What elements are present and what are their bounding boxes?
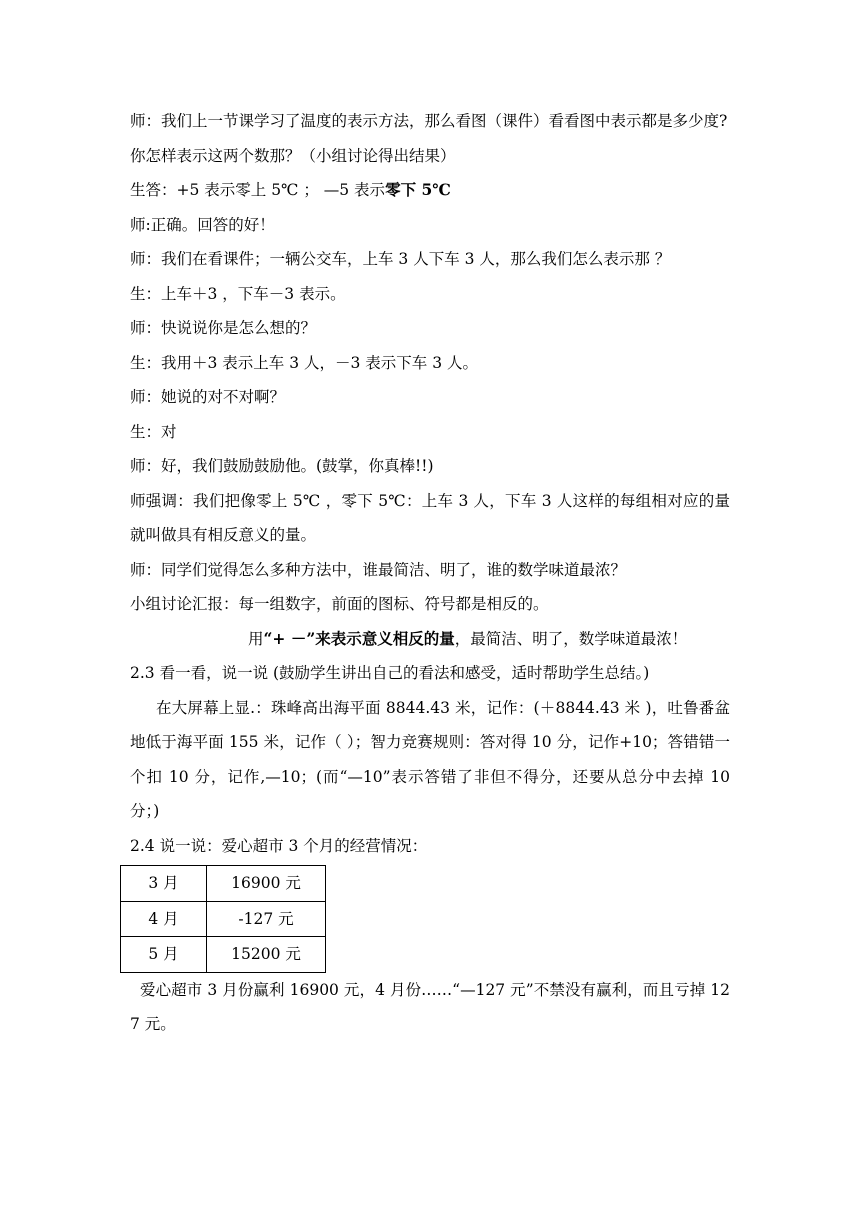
sales-table <box>120 865 326 973</box>
table-cell-month: 5 月 <box>121 937 207 973</box>
paragraph-teacher-temperature: 师：我们上一节课学习了温度的表示方法，那么看图（课件）看看图中表示都是多少度? <box>130 112 728 130</box>
paragraph-question: 你怎样表示这两个数那？（小组讨论得出结果） <box>130 146 456 165</box>
paragraph-teacher-check: 师：她说的对不对啊？ <box>130 388 286 406</box>
paragraph-conclusion <box>130 622 730 657</box>
table-cell-month: 3 月 <box>121 866 207 902</box>
paragraph-student-explain: 生：我用＋3 表示上车 3 人，－3 表示下车 3 人。 <box>130 353 479 372</box>
paragraph-teacher-encourage: 师：好，我们鼓励鼓励他。(鼓掌，你真棒!!) <box>130 457 434 475</box>
answer-bold-text: 零下 5℃ <box>385 180 451 199</box>
paragraph-teacher-bus: 师：我们在看课件；一辆公交车，上车 3 人下车 3 人，那么我们怎么表示那 ？ <box>130 250 671 268</box>
table-cell-amount: -127 元 <box>207 901 326 937</box>
paragraph-teacher-explain: 师：快说说你是怎么想的？ <box>130 319 317 337</box>
table-cell-month: 4 月 <box>121 901 207 937</box>
paragraph-teacher-correct: 师:正确。回答的好！ <box>130 215 275 234</box>
paragraph-teacher-simplest: 师：同学们觉得怎么多种方法中，谁最简洁、明了，谁的数学味道最浓？ <box>130 560 627 579</box>
paragraph-student-answer <box>130 173 730 208</box>
conclusion-suffix: ，最简洁、明了，数学味道最浓！ <box>454 629 688 648</box>
paragraph-group-report: 小组讨论汇报：每一组数字，前面的图标、符号都是相反的。 <box>130 595 549 613</box>
section-2-4-heading: 2.4 说一说：爱心超市 3 个月的经营情况： <box>130 836 428 855</box>
table-row <box>121 866 326 902</box>
table-row <box>121 901 326 937</box>
lesson-text <box>130 104 730 1042</box>
answer-text: 生答：+5 表示零上 5℃ ； —5 表示 <box>130 181 386 199</box>
section-2-3-heading: 2.3 看一看，说一说 (鼓励学生讲出自己的看法和感受，适时帮助学生总结。) <box>130 664 650 682</box>
conclusion-bold: “+ －”来表示意义相反的量 <box>263 628 455 648</box>
table-cell-amount: 16900 元 <box>207 866 326 902</box>
paragraph-student-bus: 生：上车＋3 ，下车－3 表示。 <box>130 284 346 303</box>
table-row <box>121 937 326 973</box>
table-cell-amount: 15200 元 <box>207 937 326 973</box>
paragraph-big-screen: 在大屏幕上显.：珠峰高出海平面 8844.43 米，记作：(＋8844.43 米 )，吐鲁番盆地低于海平面 155 米，记作（ ）；智力竞赛规则：答对得 10 分，记作+10；答错错一个扣 10 分，记作,—10；(而“—10”表示答错了非但不得分，还要从总分中去掉 10 分；) <box>130 698 730 820</box>
paragraph-student-yes: 生：对 <box>130 422 177 441</box>
paragraph-supermarket-summary: 爱心超市 3 月份赢利 16900 元，4 月份……“—127 元”不禁没有赢利，而且亏掉 127 元。 <box>130 980 730 1033</box>
paragraph-teacher-emphasis: 师强调：我们把像零上 5℃ ，零下 5℃：上车 3 人，下车 3 人这样的每组相对应的量就叫做具有相反意义的量。 <box>130 491 730 544</box>
conclusion-prefix: 用 <box>248 629 264 648</box>
